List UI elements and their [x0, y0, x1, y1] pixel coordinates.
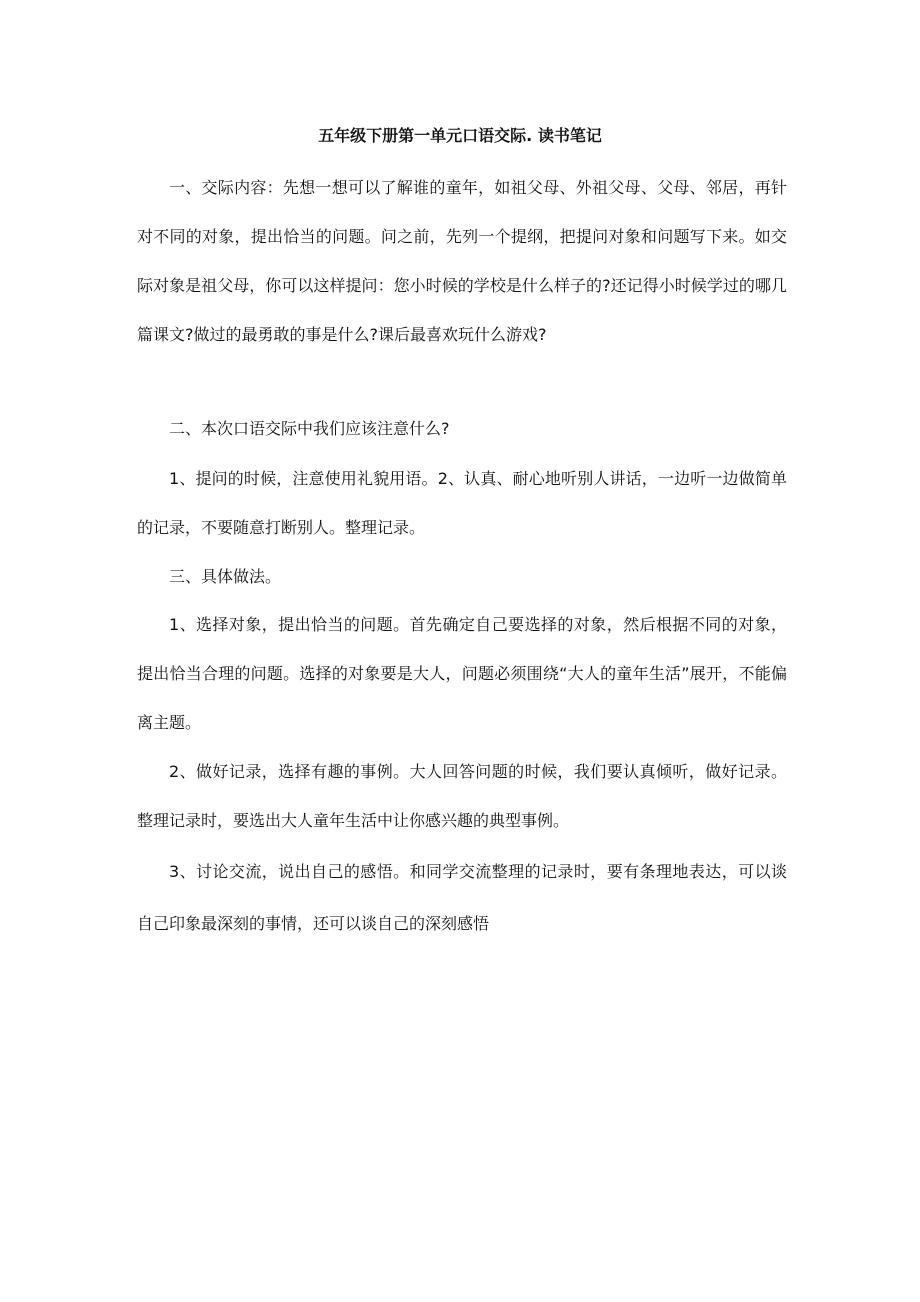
document-title: 五年级下册第一单元口语交际. 读书笔记: [318, 126, 602, 145]
paragraph-attention-points: 1、提问的时候，注意使用礼貌用语。2、认真、耐心地听别人讲话，一边听一边做简单的记录，不要随意打断别人。整理记录。: [137, 469, 787, 537]
paragraph-attention-heading: 二、本次口语交际中我们应该注意什么?: [169, 419, 450, 438]
paragraph-method-step-2: 2、做好记录，选择有趣的事例。大人回答问题的时候，我们要认真倾听，做好记录。整理记录时，要选出大人童年生活中让你感兴趣的典型事例。: [137, 762, 787, 830]
paragraph-communication-content: 一、交际内容：先想一想可以了解谁的童年，如祖父母、外祖父母、父母、邻居，再针对不同的对象，提出恰当的问题。问之前，先列一个提纲，把提问对象和问题写下来。如交际对象是祖父母，你可以这样提问：您小时候的学校是什么样子的?还记得小时候学过的哪几篇课文?做过的最勇敢的事是什么?课后最喜欢玩什么游戏?: [137, 178, 787, 344]
paragraph-method-heading: 三、具体做法。: [169, 567, 282, 586]
paragraph-method-step-1: 1、选择对象，提出恰当的问题。首先确定自己要选择的对象，然后根据不同的对象，提出恰当合理的问题。选择的对象要是大人，问题必须围绕“大人的童年生活”展开，不能偏离主题。: [137, 615, 787, 732]
paragraph-method-step-3: 3、讨论交流，说出自己的感悟。和同学交流整理的记录时，要有条理地表达，可以谈自己印象最深刻的事情，还可以谈自己的深刻感悟: [137, 862, 787, 933]
